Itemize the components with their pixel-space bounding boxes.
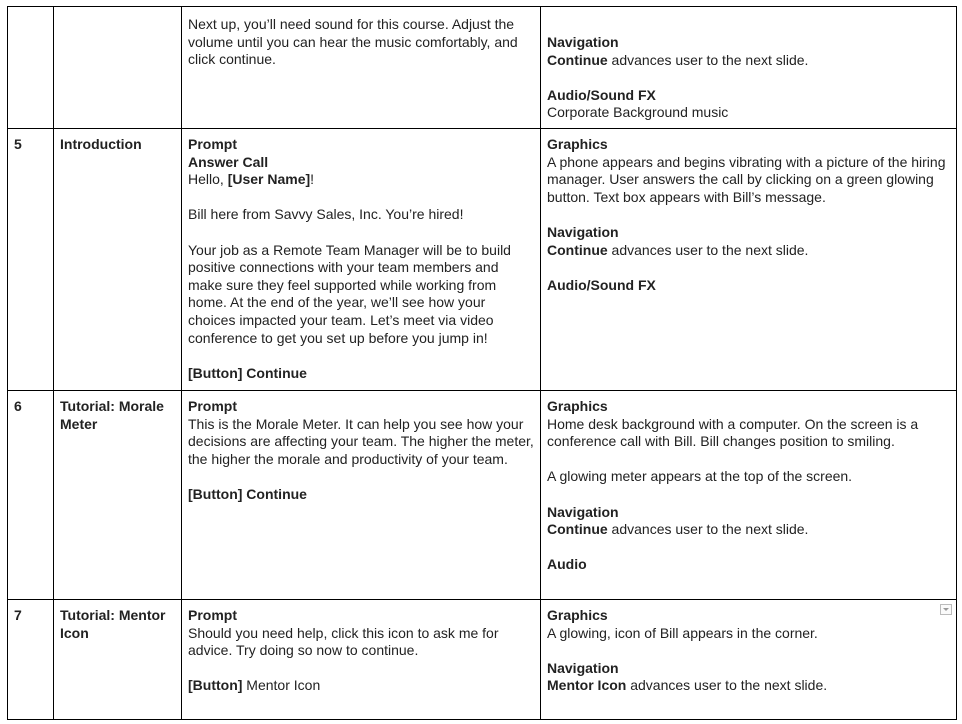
navigation-label: Navigation — [547, 34, 619, 50]
graphics-label: Graphics — [547, 397, 608, 414]
content-text: Should you need help, click this icon to ask me for advice. Try doing so now to continue. — [188, 624, 499, 659]
audio-text: Corporate Background music — [547, 104, 729, 121]
graphics-text: Home desk background with a computer. On the screen is a conference call with Bill. Bill changes position to smiling. — [547, 415, 919, 450]
dropdown-arrow-icon[interactable] — [940, 604, 952, 615]
prompt-sublabel: Answer Call — [188, 153, 269, 170]
prompt-label: Prompt — [188, 135, 237, 152]
slide-title-cell — [54, 7, 182, 129]
navigation-text: Continue advances user to the next slide. — [547, 521, 809, 538]
audio-label: Audio/Sound FX — [547, 86, 656, 103]
graphics-label: Graphics — [547, 135, 608, 152]
slide-number-cell: 6 — [8, 390, 54, 599]
slide-number-cell — [8, 7, 54, 129]
slide-title-cell: Introduction — [54, 128, 182, 390]
slide-title-cell: Tutorial: Morale Meter — [54, 390, 182, 599]
table-row — [8, 599, 957, 719]
navigation-text: Continue advances user to the next slide. — [547, 241, 809, 258]
slide-notes-cell — [541, 599, 957, 719]
button-label: [Button] Continue — [188, 364, 307, 381]
slide-notes-cell — [541, 390, 957, 599]
graphics-text: A phone appears and begins vibrating with a picture of the hiring manager. User answers the call by clicking on a green glowing button. Text box appears with Bill’s message. — [547, 153, 946, 205]
graphics-text: A glowing, icon of Bill appears in the corner. — [547, 624, 818, 641]
slide-content-cell — [182, 7, 541, 129]
slide-content-cell — [182, 128, 541, 390]
prompt-label: Prompt — [188, 397, 237, 414]
slide-notes-cell — [541, 7, 957, 129]
button-label: [Button] Mentor Icon — [188, 677, 321, 694]
table-row — [8, 7, 957, 129]
slide-content-cell — [182, 390, 541, 599]
slide-number-cell: 5 — [8, 128, 54, 390]
slide-number-cell: 7 — [8, 599, 54, 719]
navigation-label: Navigation — [547, 503, 619, 520]
table-row — [8, 390, 957, 599]
audio-label: Audio/Sound FX — [547, 276, 656, 293]
navigation-text: Mentor Icon advances user to the next slide. — [547, 677, 828, 694]
slide-notes-cell — [541, 128, 957, 390]
navigation-label: Navigation — [547, 659, 619, 676]
graphics-text: A glowing meter appears at the top of the screen. — [547, 468, 853, 485]
table-row — [8, 128, 957, 390]
navigation-text: Continue advances user to the next slide. — [547, 51, 809, 68]
audio-label: Audio — [547, 556, 587, 573]
graphics-label: Graphics — [547, 606, 608, 623]
slide-content-cell — [182, 599, 541, 719]
content-text: Bill here from Savvy Sales, Inc. You’re hired! — [188, 206, 464, 223]
content-text: This is the Morale Meter. It can help you see how your decisions are affecting your team. The higher the meter, the higher the morale and productivity of your team. — [188, 415, 534, 467]
button-label: [Button] Continue — [188, 485, 307, 502]
prompt-label: Prompt — [188, 606, 237, 623]
content-text: Your job as a Remote Team Manager will be to build positive connections with your team members and make sure they feel supported while working from home. At the end of the year, we’ll see how your choices impacted your team. Let’s meet via video conference to get you set up before you jump in! — [188, 241, 511, 346]
navigation-label: Navigation — [547, 223, 619, 240]
greeting-text: Hello, [User Name]! — [188, 171, 315, 188]
slide-title-cell: Tutorial: Mentor Icon — [54, 599, 182, 719]
storyboard-table — [7, 6, 957, 720]
content-text: Next up, you’ll need sound for this course. Adjust the volume until you can hear the music comfortably, and click continue. — [188, 16, 518, 68]
